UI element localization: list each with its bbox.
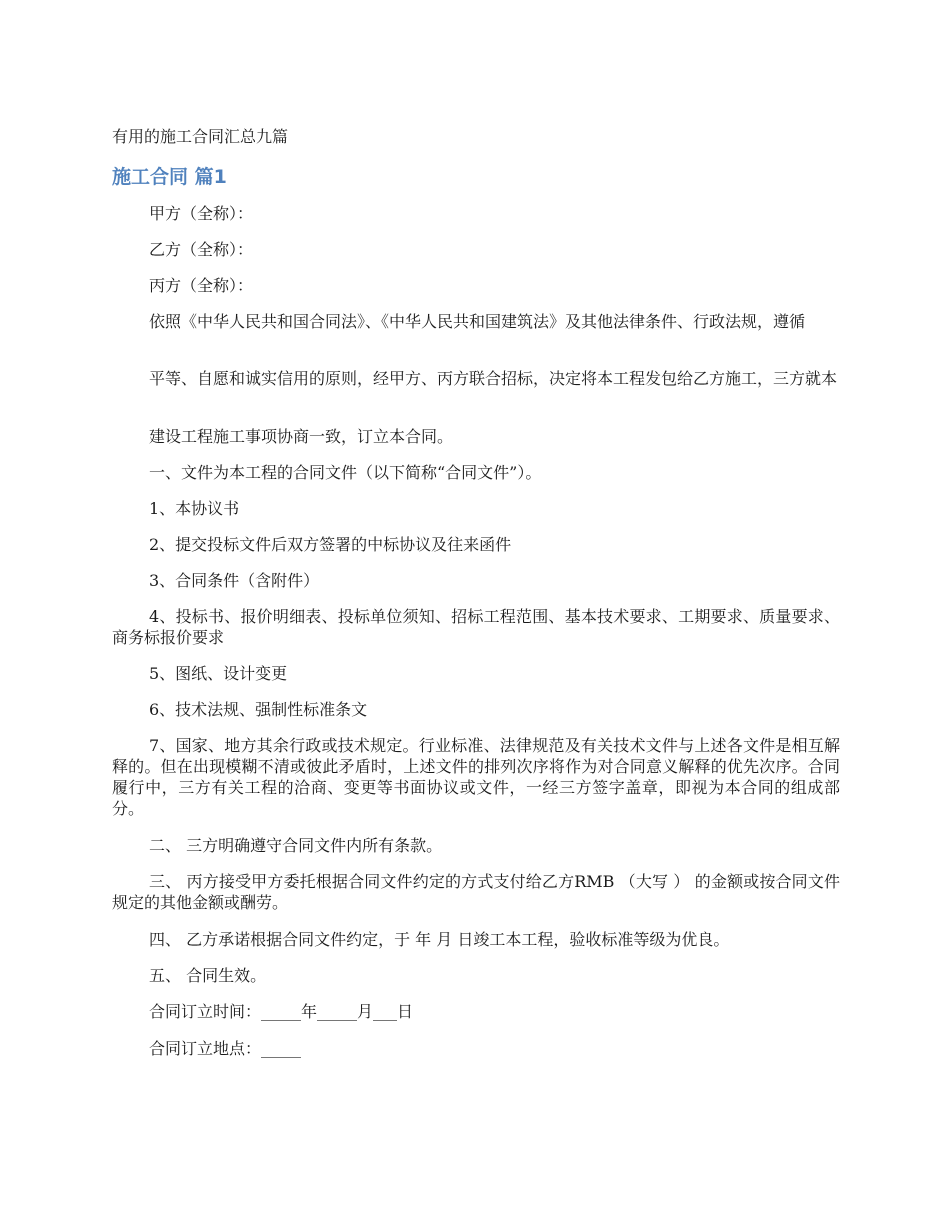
- signing-place-line: 合同订立地点：_____: [149, 1039, 302, 1058]
- clause-3: 三、 丙方接受甲方委托根据合同文件约定的方式支付给乙方RMB （大写 ） 的金额或按合同文件规定的其他金额或酬劳。: [112, 872, 840, 912]
- list-item: 1、本协议书: [149, 499, 240, 518]
- signing-date-line: 合同订立时间：_____年_____月___日: [149, 1002, 414, 1021]
- section-heading: 施工合同 篇1: [112, 166, 227, 188]
- document-title: 有用的施工合同汇总九篇: [112, 127, 289, 146]
- paragraph: 平等、自愿和诚实信用的原则，经甲方、丙方联合招标，决定将本工程发包给乙方施工，三方就本: [149, 369, 838, 388]
- party-b-line: 乙方（全称）：: [149, 240, 254, 259]
- clause-4: 四、 乙方承诺根据合同文件约定，于 年 月 日竣工本工程，验收标准等级为优良。: [149, 930, 730, 949]
- party-c-line: 丙方（全称）：: [149, 276, 254, 295]
- clause-2: 二、 三方明确遵守合同文件内所有条款。: [149, 836, 443, 855]
- party-a-line: 甲方（全称）：: [149, 204, 254, 223]
- list-item: 6、技术法规、强制性标准条文: [149, 700, 368, 719]
- list-item: 4、投标书、报价明细表、投标单位须知、招标工程范围、基本技术要求、工期要求、质量要求、商务标报价要求: [112, 607, 840, 647]
- list-item: 7、国家、地方其余行政或技术规定。行业标准、法律规范及有关技术文件与上述各文件是相互解释的。但在出现模糊不清或彼此矛盾时，上述文件的排列次序将作为对合同意义解释的优先次序。合同履行中，三方有关工程的洽商、变更等书面协议或文件，一经三方签字盖章，即视为本合同的组成部分。: [112, 736, 840, 818]
- list-item: 3、合同条件（含附件）: [149, 571, 320, 590]
- list-item: 2、提交投标文件后双方签署的中标协议及往来函件: [149, 535, 512, 554]
- paragraph: 依照《中华人民共和国合同法》、《中华人民共和国建筑法》及其他法律条件、行政法规，遵循: [149, 312, 806, 331]
- paragraph: 建设工程施工事项协商一致，订立本合同。: [149, 427, 454, 446]
- clause-5: 五、 合同生效。: [149, 966, 267, 985]
- list-item: 5、图纸、设计变更: [149, 664, 288, 683]
- clause-1-heading: 一、文件为本工程的合同文件（以下简称“合同文件”）。: [149, 463, 542, 482]
